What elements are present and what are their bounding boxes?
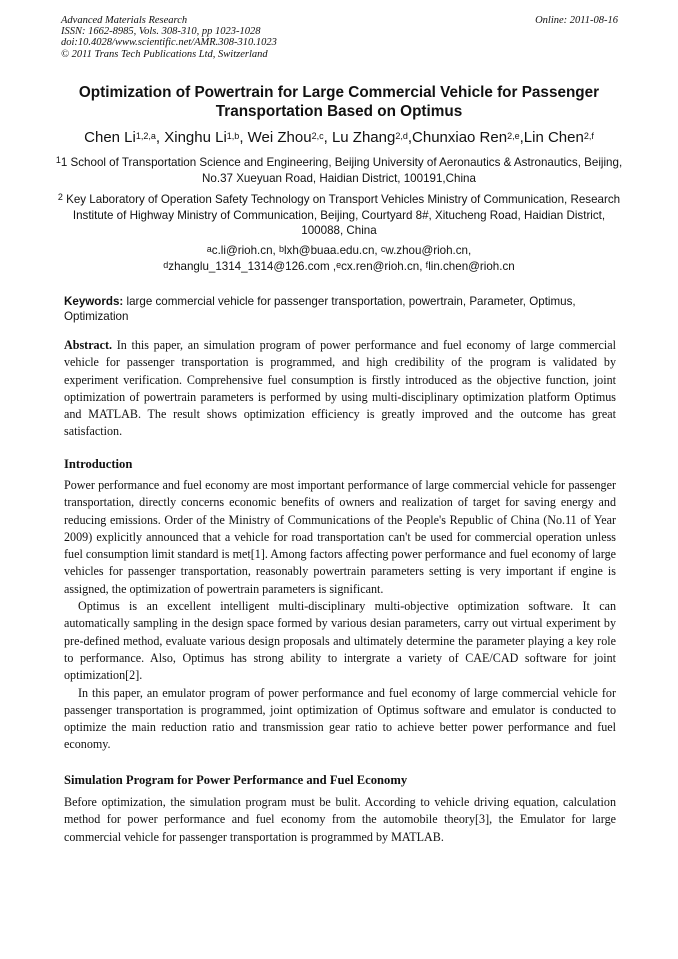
- abstract-label: Abstract.: [64, 338, 113, 352]
- paper-title: Optimization of Powertrain for Large Commercial Vehicle for Passenger Transportation Based on Optimus: [78, 84, 600, 120]
- issn-line: ISSN: 1662-8985, Vols. 308-310, pp 1023-1028: [61, 26, 261, 38]
- simulation-body: [64, 794, 616, 846]
- journal-header: [61, 15, 618, 60]
- author: Chunxiao Ren$^{2,e}$,: [412, 129, 524, 146]
- affiliation-2: $^2$ Key Laboratory of Operation Safety Technology on Transport Vehicles Ministry of Communication, Research Institute of Highway Ministry of Communication, Beijing, Courtyard 8#, Xitucheng Road, Haidian District, 100088, China: [57, 192, 621, 237]
- email[interactable]: $^d$zhanglu_1314_1314@126.com ,: [163, 260, 337, 273]
- author-list: [30, 129, 648, 147]
- keywords: [64, 294, 616, 324]
- keywords-text: large commercial vehicle for passenger transportation, powertrain, Parameter, Optimus, Optimization: [64, 295, 576, 323]
- paragraph: Power performance and fuel economy are most important performance of large commercial vehicle for passenger transportation, directly concerns economic benefits of owners and realization of target for saving energy and reducing emissions. Order of the Ministry of Communications of the People's Republic of China (No.11 of Year 2009) explicitly announced that a vehicle for road transportation can't be used for commercial operation unless fuel consumption limit standard is met[1]. Among factors affecting power performance and fuel economy of large vehicles for passenger transportation, reasonably powertrain parameters setting is very important if engine is assigned, the optimization of powertrain parameters is significant.: [64, 478, 616, 596]
- doi-line: doi:10.4028/www.scientific.net/AMR.308-310.1023: [61, 37, 277, 49]
- paragraph: Before optimization, the simulation program must be bulit. According to vehicle driving equation, calculation method for power performance and fuel economy from the automobile theory[3], the Emulator for large commercial vehicle for passenger transportation is programmed by MATLAB.: [64, 795, 616, 844]
- email[interactable]: $^e$cx.ren@rioh.cn,: [336, 260, 426, 273]
- section-heading-simulation: Simulation Program for Power Performance and Fuel Economy: [64, 773, 408, 787]
- copyright-line: © 2011 Trans Tech Publications Ltd, Switzerland: [61, 48, 268, 60]
- affiliation-1: $^1$1 School of Transportation Science and Engineering, Beijing University of Aeronautics & Astronautics, Beijing, No.37 Xueyuan Road, Haidian District, 100191,China: [55, 155, 623, 185]
- email[interactable]: $^b$lxh@buaa.edu.cn,: [278, 244, 381, 257]
- author: Lu Zhang$^{2,d}$,: [331, 129, 413, 146]
- author: Wei Zhou$^{2,c}$,: [247, 129, 332, 146]
- author: Lin Chen$^{2,f}$: [523, 129, 594, 146]
- author-emails: [55, 243, 623, 275]
- email[interactable]: $^a$c.li@rioh.cn,: [206, 244, 279, 257]
- journal-name: Advanced Materials Research: [61, 15, 188, 26]
- abstract-text: In this paper, an simulation program of power performance and fuel economy of large commercial vehicle for passenger transportation is programmed, and high credibility of the program is validated by experiment verification. Comprehensive fuel consumption is firstly introduced as the objective function, joint optimization of powertrain parameters is performed by using multi-disciplinary optimization platform Optimus and MATLAB. The result shows optimization efficiency is greatly improved and the outcome has great satisfaction.: [64, 338, 616, 439]
- section-heading-introduction: Introduction: [64, 457, 133, 471]
- online-date: Online: 2011-08-16: [535, 15, 618, 26]
- paragraph: Optimus is an excellent intelligent multi-disciplinary multi-objective optimization software. It can automatically sampling in the design space formed by various desian parameters, carry out virtual experiment by pre-defined method, evaluate various design proposals and ultimately determine the parameter playing a key role to performance. Also, Optimus has strong ability to intergrate a variety of CAE/CAD software for joint optimization[2].: [64, 599, 616, 683]
- author: Chen Li$^{1,2,a}$,: [84, 129, 165, 146]
- introduction-body: [64, 477, 616, 754]
- email[interactable]: $^c$w.zhou@rioh.cn,: [380, 244, 472, 257]
- keywords-label: Keywords:: [64, 295, 124, 308]
- abstract: [64, 337, 616, 441]
- paragraph: In this paper, an emulator program of power performance and fuel economy of large commercial vehicle for passenger transportation is programmed, joint optimization of Optimus software and emulator is conducted to optimize the main reduction ratio and transmission gear ratio to achieve better power performance and fuel economy.: [64, 685, 616, 752]
- author: Xinghu Li$^{1,b}$,: [164, 129, 248, 146]
- email[interactable]: $^f$lin.chen@rioh.cn: [425, 260, 515, 273]
